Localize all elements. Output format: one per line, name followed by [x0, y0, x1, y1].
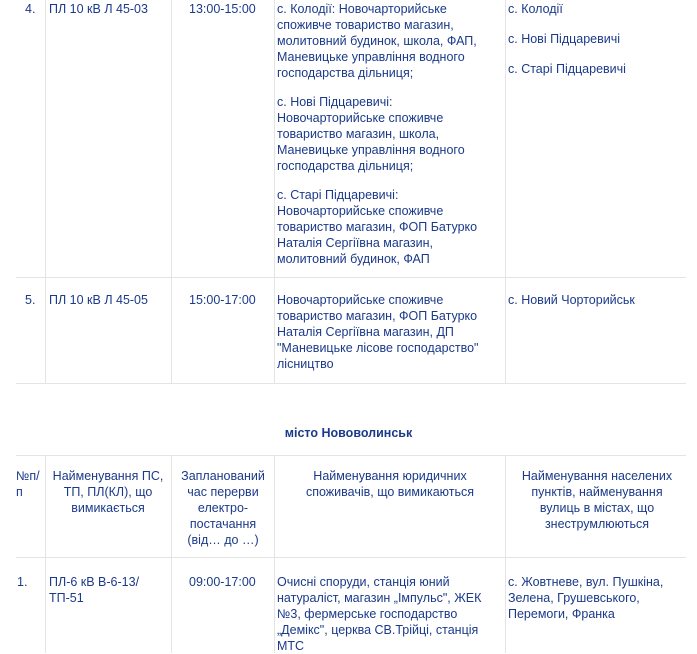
line-name: ПЛ 10 кВ Л 45-03: [49, 2, 148, 16]
column-divider: [274, 455, 275, 653]
column-divider: [505, 455, 506, 653]
consumer-paragraph: с. Нові Підцаревичі: Новочарторийське споживче товариство магазин, школа, Маневицьке управління водного господарства дільниця;: [277, 95, 465, 173]
outage-time: 15:00-17:00: [189, 293, 256, 307]
line-name: ПЛ-6 кВ В-6-13/ ТП-51: [49, 575, 140, 605]
column-divider: [171, 0, 172, 383]
header-consumers: Найменування юридичних споживачів, що вимикаються: [305, 469, 475, 499]
row-number: 5.: [25, 293, 36, 307]
consumers-cell: Очисні споруди, станція юний натураліст, магазин „Імпульс", ЖЕК №3, фермерське господарство „Демікс", церква СВ.Трійці, станція МТС: [277, 575, 482, 653]
consumers-cell: [277, 1, 503, 280]
column-divider: [45, 0, 46, 383]
consumer-paragraph: с. Колодії: Новочарторийське споживче товариство магазин, молитовний будинок, школа, ФАП, Маневицьке управління водного господарства дільниця;: [277, 2, 477, 80]
consumer-paragraph: Новочарторийське споживче товариство магазин, ФОП Батурко Наталія Сергіївна магазин, ДП "Маневицьке лісове господарство" лісництво: [277, 293, 479, 371]
column-divider: [274, 0, 275, 383]
place-name: с. Нові Підцаревичі: [508, 32, 621, 46]
outage-time: 13:00-15:00: [189, 2, 256, 16]
row-divider: [16, 557, 686, 558]
row-number: 1.: [17, 575, 28, 589]
city-title: місто Нововолинськ: [284, 426, 413, 440]
place-name: с. Новий Чорторийськ: [508, 293, 635, 307]
header-name: Найменування ПС, ТП, ПЛ(КЛ), що вимикається: [52, 469, 164, 515]
places-cell: [508, 1, 686, 91]
header-number: №п/п: [16, 469, 40, 499]
places-cell: с. Жовтневе, вул. Пушкіна, Зелена, Грушевського, Перемоги, Франка: [508, 575, 664, 621]
column-divider: [505, 0, 506, 383]
column-divider: [171, 455, 172, 653]
place-name: с. Колодії: [508, 2, 563, 16]
consumers-cell: [277, 292, 503, 385]
column-divider: [45, 455, 46, 653]
consumer-paragraph: с. Старі Підцаревичі: Новочарторийське споживче товариство магазин, ФОП Батурко Наталія Сергіївна магазин, молитовний будинок, ФАП: [277, 188, 478, 266]
row-divider: [16, 455, 686, 456]
places-cell: [508, 292, 686, 322]
row-number: 4.: [25, 2, 36, 16]
header-places: Найменування населених пунктів, найменування вулиць в містах, що знеструмлюються: [521, 469, 673, 531]
outage-time: 09:00-17:00: [189, 575, 256, 589]
header-time: Запланований час перерви електро-постачання (від… до …): [181, 469, 265, 547]
line-name: ПЛ 10 кВ Л 45-05: [49, 293, 148, 307]
place-name: с. Старі Підцаревичі: [508, 62, 626, 76]
